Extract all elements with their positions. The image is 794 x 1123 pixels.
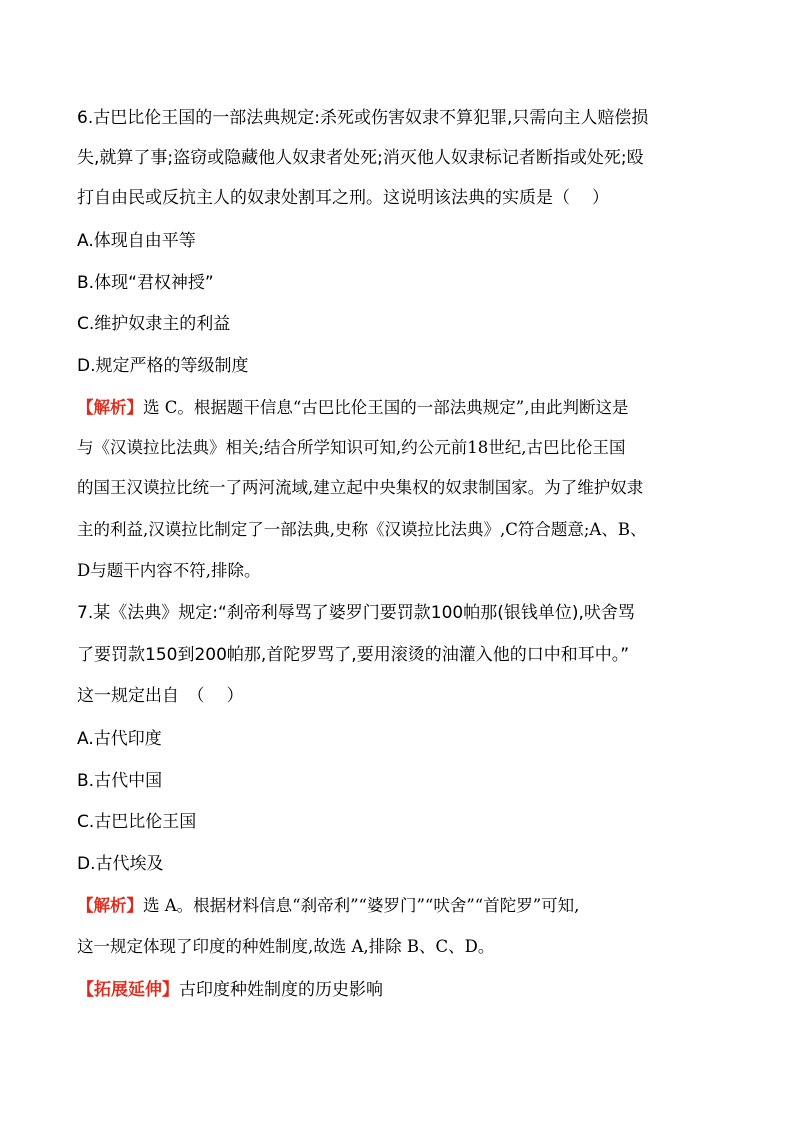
q6-analysis-line5: D与题干内容不符,排除。	[77, 561, 261, 580]
q6-stem-line2: 失,就算了事;盗窃或隐藏他人奴隶者处死;消灭他人奴隶标记者断指或处死;殴	[77, 148, 644, 168]
q6-stem-line3-text: 打自由民或反抗主人的奴隶处割耳之刑。这说明该法典的实质是（	[77, 188, 570, 208]
q6-option-c: C.维护奴隶主的利益	[77, 314, 231, 334]
q7-stem-line3-text: 这一规定出自 （	[77, 686, 205, 706]
extension-tag: 【拓展延伸】	[77, 980, 179, 1000]
q7-stem-line3	[77, 684, 244, 708]
q7-stem-line3-end: ）	[226, 686, 244, 706]
q6-analysis-line4: 主的利益,汉谟拉比制定了一部法典,史称《汉谟拉比法典》,C符合题意;A、B、	[77, 520, 647, 539]
q7-analysis-tag: 【解析】	[77, 896, 143, 915]
q6-analysis-line1	[77, 396, 629, 420]
q6-stem-line3-end: ）	[592, 188, 609, 208]
q6-option-b: B.体现“君权神授”	[77, 273, 214, 293]
q6-analysis-line3: 的国王汉谟拉比统一了两河流域,建立起中央集权的奴隶制国家。为了维护奴隶	[77, 478, 644, 497]
q7-analysis-line2: 这一规定体现了印度的种姓制度,故选 A,排除 B、C、D。	[77, 937, 495, 956]
q7-option-a: A.古代印度	[77, 729, 162, 749]
extension-text: 古印度种姓制度的历史影响	[179, 980, 383, 1000]
q7-analysis-text1: 选 A。根据材料信息“刹帝利”“婆罗门”“吠舍”“首陀罗”可知,	[143, 896, 580, 915]
q6-option-d: D.规定严格的等级制度	[77, 356, 249, 376]
q6-analysis-tag: 【解析】	[77, 398, 143, 417]
q6-stem-line1: 6.古巴比伦王国的一部法典规定:杀死或伤害奴隶不算犯罪,只需向主人赔偿损	[77, 108, 649, 128]
q6-analysis-text1: 选 C。根据题干信息“古巴比伦王国的一部法典规定”,由此判断这是	[143, 398, 629, 417]
q7-stem-line2: 了要罚款150到200帕那,首陀罗骂了,要用滚烫的油灌入他的口中和耳中。”	[77, 645, 630, 665]
q6-analysis-line2: 与《汉谟拉比法典》相关;结合所学知识可知,约公元前18世纪,古巴比伦王国	[77, 438, 626, 457]
q7-stem-line1: 7.某《法典》规定:“刹帝利辱骂了婆罗门要罚款100帕那(银钱单位),吠舍骂	[77, 603, 635, 623]
extension-line	[77, 978, 383, 1002]
q7-analysis-line1	[77, 894, 579, 918]
q7-option-c: C.古巴比伦王国	[77, 812, 197, 832]
q6-option-a: A.体现自由平等	[77, 231, 196, 251]
q7-option-b: B.古代中国	[77, 771, 163, 791]
q6-stem-line3	[77, 186, 609, 210]
q7-option-d: D.古代埃及	[77, 854, 164, 874]
